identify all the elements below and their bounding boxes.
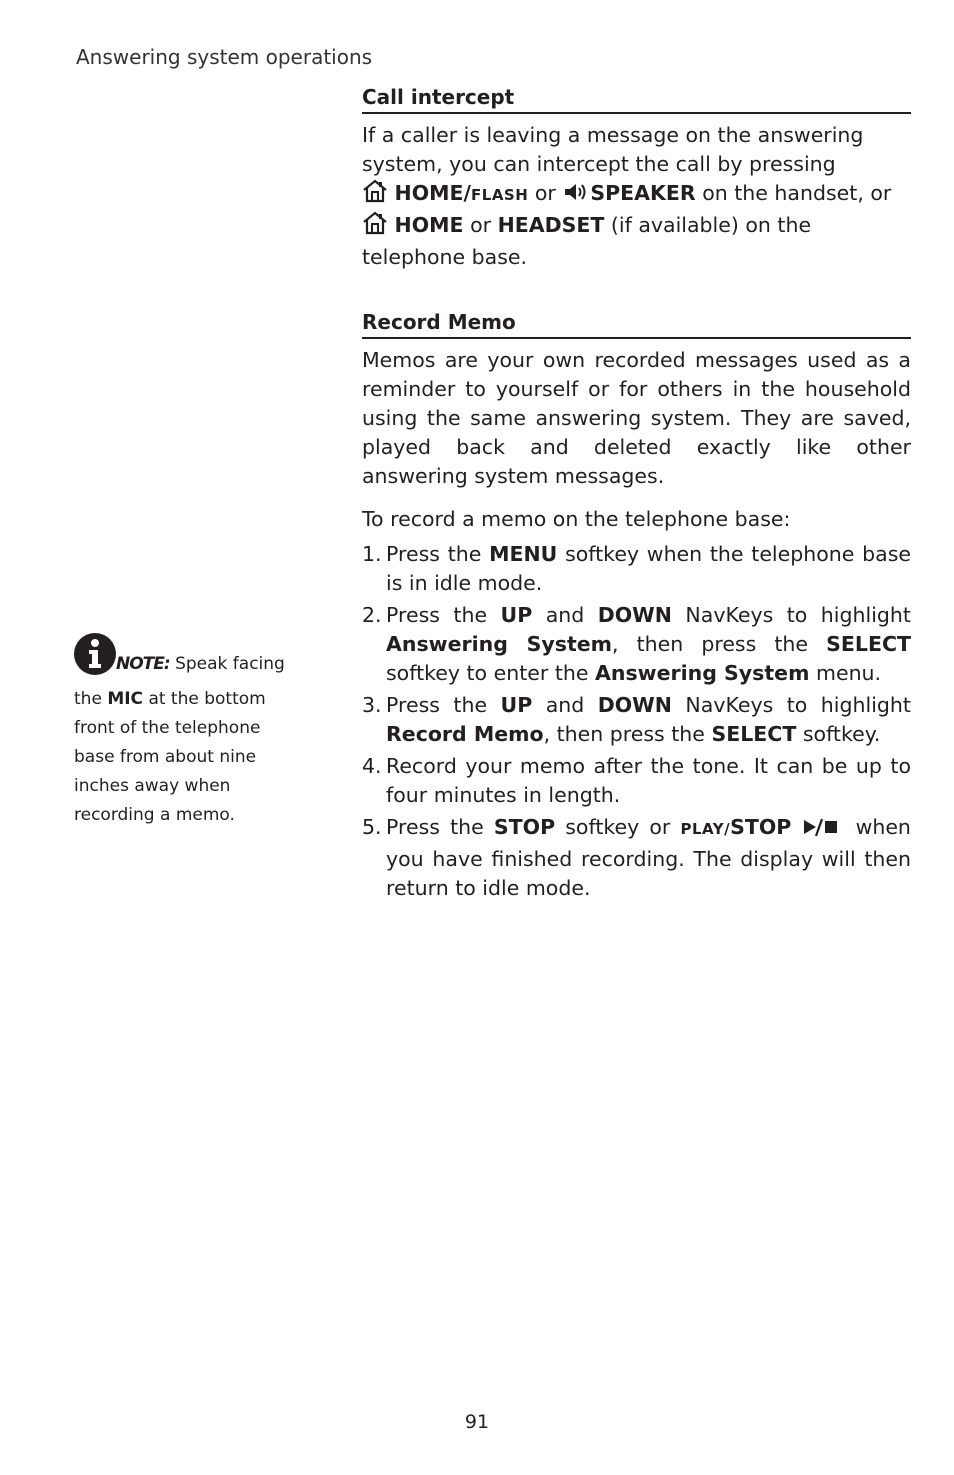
menu-item-record-memo: Record Memo [386, 722, 544, 746]
call-intercept-title: Call intercept [362, 84, 911, 114]
step-number: 5. [362, 815, 382, 839]
step-item: 3. Press the UP and DOWN NavKeys to highlight Record Memo, then press the SELECT softkey. [362, 693, 911, 746]
call-intercept-section [362, 84, 911, 272]
down-key: DOWN [597, 693, 672, 717]
record-memo-section [362, 309, 911, 903]
note-label: NOTE: [116, 654, 170, 674]
text-segment: or [534, 181, 556, 205]
play-stop-key: PLAY/STOP [680, 815, 792, 839]
step-number: 2. [362, 603, 382, 627]
info-icon [74, 633, 116, 685]
text-segment: (if available) on the telephone base. [362, 213, 812, 269]
step-number: 4. [362, 754, 382, 778]
play-stop-icon [801, 816, 845, 845]
mic-key: MIC [107, 689, 144, 709]
speaker-icon [562, 181, 590, 211]
main-column [362, 84, 911, 906]
up-key: UP [500, 693, 533, 717]
step-number: 3. [362, 693, 382, 717]
record-memo-lead: To record a memo on the telephone base: [362, 507, 791, 531]
menu-key: MENU [489, 542, 558, 566]
home-icon [362, 211, 388, 243]
step-item: 4. Record your memo after the tone. It can be up to four minutes in length. [362, 754, 911, 807]
steps-list [362, 540, 911, 903]
note-text: Speak facing the [74, 654, 285, 709]
note-box [74, 633, 294, 830]
stop-key: STOP [493, 815, 556, 839]
speaker-key: SPEAKER [590, 181, 696, 205]
home-key: HOME [394, 213, 464, 237]
select-key: SELECT [711, 722, 797, 746]
home-flash-key: HOME/FLASH [394, 181, 529, 205]
text-segment: or [470, 213, 492, 237]
text-segment: on the handset, or [702, 181, 892, 205]
up-key: UP [500, 603, 533, 627]
step-item: 2. Press the UP and DOWN NavKeys to highlight Answering System, then press the SELECT softkey to enter the Answering System menu. [362, 603, 911, 685]
note-text: at the bottom front of the telephone base from about nine inches away when recording a memo. [74, 689, 266, 825]
menu-item-answering-system: Answering System [595, 661, 810, 685]
step-item: 1. Press the MENU softkey when the telephone base is in idle mode. [362, 542, 911, 595]
running-head: Answering system operations [76, 45, 373, 69]
text-segment: If a caller is leaving a message on the answering system, you can intercept the call by pressing [362, 123, 864, 176]
step-item: 5. Press the STOP softkey or PLAY/STOP when you have finished recording. The display will then return to idle mode. [362, 815, 911, 900]
call-intercept-text [362, 121, 911, 272]
record-memo-title: Record Memo [362, 309, 911, 339]
record-memo-intro: Memos are your own recorded messages used as a reminder to yourself or for others in the household using the same answering system. They are saved, played back and deleted exactly like other answering system messages. [362, 348, 911, 488]
down-key: DOWN [597, 603, 672, 627]
headset-key: HEADSET [497, 213, 605, 237]
step-number: 1. [362, 542, 382, 566]
menu-item-answering-system: Answering System [386, 632, 613, 656]
select-key: SELECT [826, 632, 911, 656]
home-icon [362, 179, 388, 211]
page-number: 91 [464, 1411, 490, 1433]
